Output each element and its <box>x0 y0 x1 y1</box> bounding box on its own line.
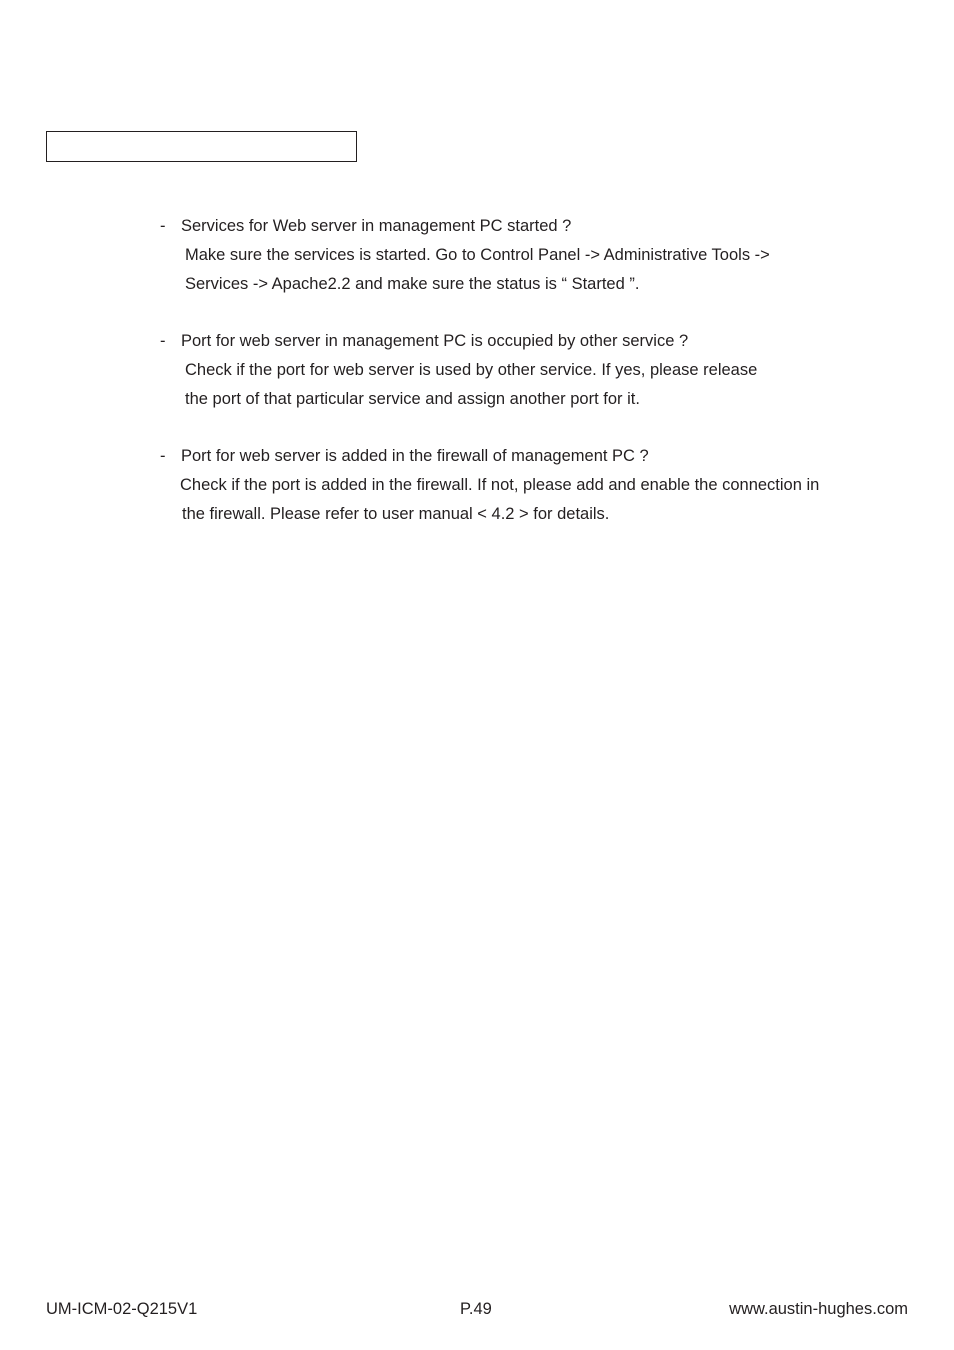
faq-answer <box>185 241 770 299</box>
answer-line: Check if the port for web server is used by other service. If yes, please release <box>185 361 758 379</box>
faq-question: Services for Web server in management PC started ? <box>181 217 572 235</box>
section-title-box <box>46 131 357 162</box>
faq-answer <box>185 356 757 414</box>
footer-page-number: P.49 <box>460 1300 492 1318</box>
bullet-dash: - <box>160 217 166 235</box>
answer-line: Make sure the services is started. Go to Control Panel -> Administrative Tools -> <box>185 246 770 264</box>
bullet-dash: - <box>160 332 166 350</box>
faq-question: Port for web server in management PC is occupied by other service ? <box>181 332 689 350</box>
footer-doc-code: UM-ICM-02-Q215V1 <box>46 1300 198 1318</box>
footer-website: www.austin-hughes.com <box>729 1300 908 1318</box>
answer-line: the port of that particular service and assign another port for it. <box>185 390 640 408</box>
faq-question: Port for web server is added in the firewall of management PC ? <box>181 447 649 465</box>
bullet-dash: - <box>160 447 166 465</box>
answer-line: Services -> Apache2.2 and make sure the status is “ Started ”. <box>185 275 640 293</box>
answer-line: the firewall. Please refer to user manual < 4.2 > for details. <box>182 505 610 523</box>
answer-line: Check if the port is added in the firewall. If not, please add and enable the connection in <box>180 476 820 494</box>
faq-answer <box>180 471 819 529</box>
